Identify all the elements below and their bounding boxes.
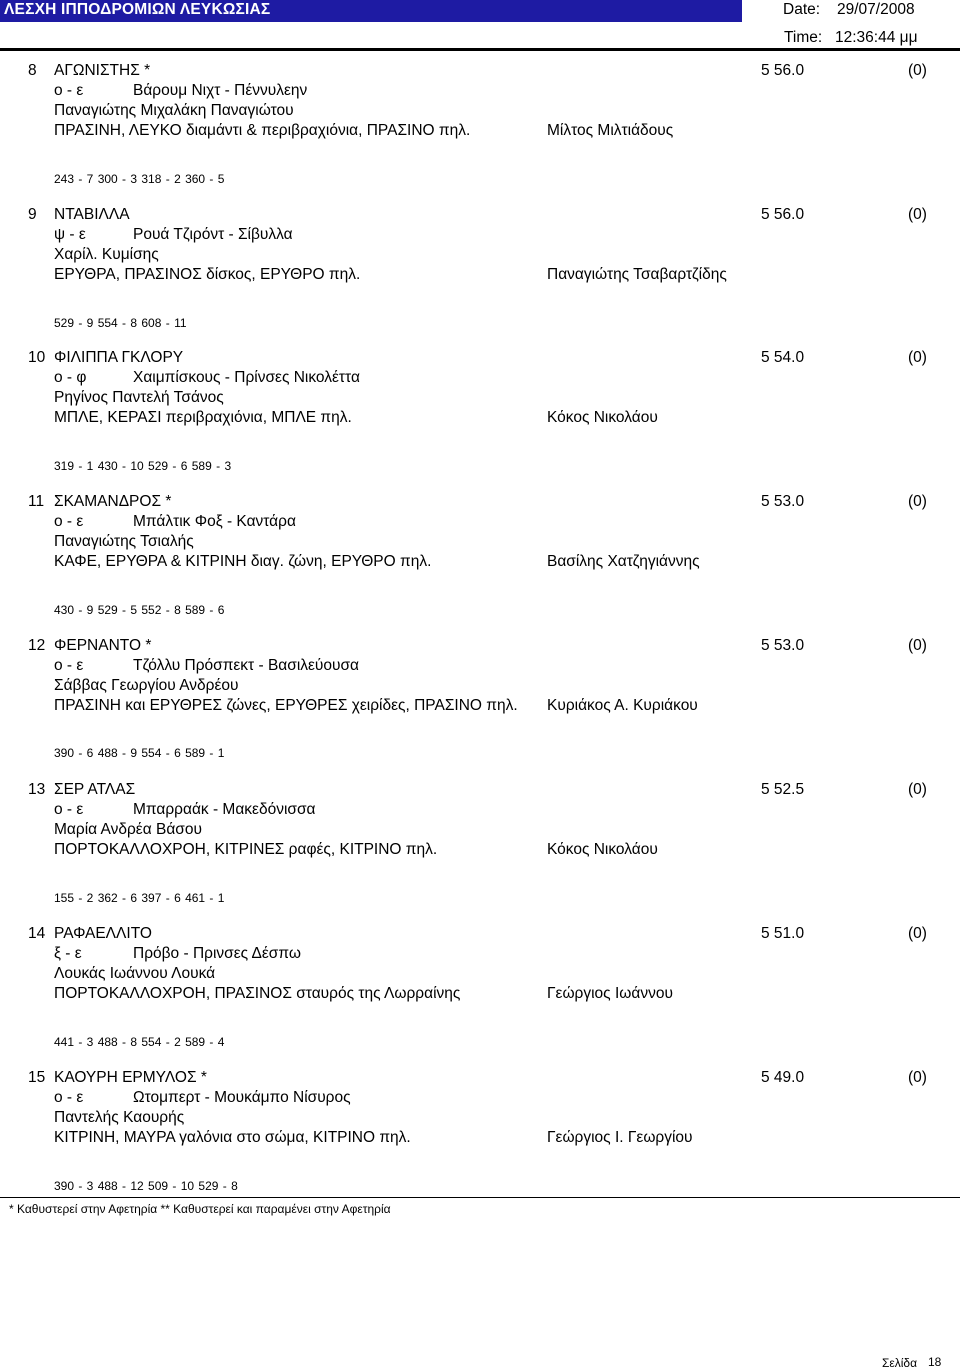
recent-form: 319 - 1 430 - 10 529 - 6 589 - 3 — [54, 459, 232, 473]
trainer: Γεώργιος Ιωάννου — [547, 985, 673, 1002]
horse-name: ΡΑΦΑΕΛΛΙΤΟ — [54, 925, 152, 942]
runner-entry — [0, 206, 960, 346]
allowance: (0) — [908, 493, 927, 510]
pedigree: Χαιμπίσκους - Πρίνσες Νικολέττα — [133, 369, 360, 386]
owner: Μαρία Ανδρέα Βάσου — [54, 821, 202, 838]
runner-number: 8 — [28, 62, 37, 79]
trainer: Κόκος Νικολάου — [547, 841, 658, 858]
silks: ΠΡΑΣΙΝΗ, ΛΕΥΚΟ διαμάντι & περιβραχιόνια, ΠΡΑΣΙΝΟ πηλ. — [54, 122, 471, 139]
silks: ΕΡΥΘΡΑ, ΠΡΑΣΙΝΟΣ δίσκος, ΕΡΥΘΡΟ πηλ. — [54, 266, 361, 283]
runner-entry — [0, 493, 960, 633]
runner-entry — [0, 925, 960, 1065]
horse-name: ΦΙΛΙΠΠΑ ΓΚΛΟΡΥ — [54, 349, 184, 366]
owner: Λουκάς Ιωάννου Λουκά — [54, 965, 216, 982]
recent-form: 430 - 9 529 - 5 552 - 8 589 - 6 — [54, 603, 225, 617]
recent-form: 441 - 3 488 - 8 554 - 2 589 - 4 — [54, 1035, 225, 1049]
date-label: Date: — [783, 1, 821, 18]
allowance: (0) — [908, 206, 927, 223]
header-divider — [0, 48, 960, 51]
sex-age: ο - ε — [54, 513, 84, 530]
horse-name: ΦΕΡΝΑΝΤΟ * — [54, 637, 152, 654]
sex-age: ο - ε — [54, 657, 84, 674]
owner: Παναγιώτης Μιχαλάκη Παναγιώτου — [54, 102, 294, 119]
owner: Παντελής Καουρής — [54, 1109, 185, 1126]
runner-entry — [0, 637, 960, 777]
silks: ΚΑΦΕ, ΕΡΥΘΡΑ & ΚΙΤΡΙΝΗ διαγ. ζώνη, ΕΡΥΘΡΟ πηλ. — [54, 553, 432, 570]
pedigree: Βάρουμ Νιχτ - Πέννυλεην — [133, 82, 308, 99]
owner: Χαρίλ. Κυμίσης — [54, 246, 159, 263]
weight: 5 52.5 — [761, 781, 805, 798]
recent-form: 390 - 3 488 - 12 509 - 10 529 - 8 — [54, 1179, 238, 1193]
pedigree: Μπαρραάκ - Μακεδόνισσα — [133, 801, 316, 818]
horse-name: ΣΕΡ ΑΤΛΑΣ — [54, 781, 136, 798]
weight: 5 53.0 — [761, 493, 805, 510]
time-label: Time: — [784, 29, 823, 46]
runner-number: 9 — [28, 206, 37, 223]
pedigree: Μπάλτικ Φοξ - Καντάρα — [133, 513, 296, 530]
footnote: * Καθυστερεί στην Αφετηρία ** Καθυστερεί και παραμένει στην Αφετηρία — [9, 1202, 391, 1216]
trainer: Κόκος Νικολάου — [547, 409, 658, 426]
silks: ΜΠΛΕ, ΚΕΡΑΣΙ περιβραχιόνια, ΜΠΛΕ πηλ. — [54, 409, 352, 426]
horse-name: ΣΚΑΜΑΝΔΡΟΣ * — [54, 493, 172, 510]
trainer: Μίλτος Μιλτιάδους — [547, 122, 674, 139]
sex-age: ο - ε — [54, 82, 84, 99]
sex-age: ξ - ε — [54, 945, 82, 962]
pedigree: Ωτομπερτ - Μουκάμπο Νίσυρος — [133, 1089, 351, 1106]
horse-name: ΑΓΩΝΙΣΤΗΣ * — [54, 62, 151, 79]
page-label: Σελίδα — [882, 1356, 918, 1370]
sex-age: ψ - ε — [54, 226, 86, 243]
runner-number: 13 — [28, 781, 46, 798]
sex-age: ο - φ — [54, 369, 87, 386]
allowance: (0) — [908, 925, 927, 942]
club-title: ΛΕΣΧΗ ΙΠΠΟΔΡΟΜΙΩΝ ΛΕΥΚΩΣΙΑΣ — [4, 1, 271, 18]
horse-name: ΝΤΑΒΙΛΛΑ — [54, 206, 130, 223]
page-number: 18 — [928, 1355, 942, 1369]
runner-number: 15 — [28, 1069, 46, 1086]
silks: ΠΟΡΤΟΚΑΛΛΟΧΡΟΗ, ΚΙΤΡΙΝΕΣ ραφές, ΚΙΤΡΙΝΟ πηλ. — [54, 841, 438, 858]
recent-form: 529 - 9 554 - 8 608 - 11 — [54, 316, 187, 330]
sex-age: ο - ε — [54, 801, 84, 818]
silks: ΚΙΤΡΙΝΗ, ΜΑΥΡΑ γαλόνια στο σώμα, ΚΙΤΡΙΝΟ πηλ. — [54, 1129, 411, 1146]
runner-number: 12 — [28, 637, 46, 654]
recent-form: 155 - 2 362 - 6 397 - 6 461 - 1 — [54, 891, 225, 905]
trainer: Βασίλης Χατζηγιάννης — [547, 553, 700, 570]
recent-form: 243 - 7 300 - 3 318 - 2 360 - 5 — [54, 172, 225, 186]
weight: 5 56.0 — [761, 206, 805, 223]
weight: 5 54.0 — [761, 349, 805, 366]
weight: 5 51.0 — [761, 925, 805, 942]
runner-number: 10 — [28, 349, 46, 366]
allowance: (0) — [908, 781, 927, 798]
pedigree: Πρόβο - Πρινσες Δέσπω — [133, 945, 301, 962]
weight: 5 49.0 — [761, 1069, 805, 1086]
pedigree: Τζόλλυ Πρόσπεκτ - Βασιλεύουσα — [133, 657, 360, 674]
owner: Σάββας Γεωργίου Ανδρέου — [54, 677, 239, 694]
allowance: (0) — [908, 349, 927, 366]
allowance: (0) — [908, 62, 927, 79]
trainer: Παναγιώτης Τσαβαρτζίδης — [547, 266, 727, 283]
allowance: (0) — [908, 637, 927, 654]
sex-age: ο - ε — [54, 1089, 84, 1106]
time-value: 12:36:44 μμ — [835, 29, 918, 46]
runner-number: 14 — [28, 925, 46, 942]
trainer: Γεώργιος Ι. Γεωργίου — [547, 1129, 693, 1146]
trainer: Κυριάκος Α. Κυριάκου — [547, 697, 698, 714]
weight: 5 56.0 — [761, 62, 805, 79]
runner-entry — [0, 349, 960, 489]
footer-divider — [0, 1197, 960, 1198]
runner-entry — [0, 781, 960, 921]
owner: Ρηγίνος Παντελή Τσάνος — [54, 389, 224, 406]
date-value: 29/07/2008 — [837, 1, 915, 18]
recent-form: 390 - 6 488 - 9 554 - 6 589 - 1 — [54, 746, 225, 760]
pedigree: Ρουά Τζιρόντ - Σίβυλλα — [133, 226, 293, 243]
horse-name: ΚΑΟΥΡΗ ΕΡΜΥΛΟΣ * — [54, 1069, 207, 1086]
weight: 5 53.0 — [761, 637, 805, 654]
runner-number: 11 — [28, 493, 45, 510]
allowance: (0) — [908, 1069, 927, 1086]
runner-entry — [0, 62, 960, 202]
owner: Παναγιώτης Τσιαλής — [54, 533, 194, 550]
silks: ΠΟΡΤΟΚΑΛΛΟΧΡΟΗ, ΠΡΑΣΙΝΟΣ σταυρός της Λωρραίνης — [54, 985, 461, 1002]
runner-entry — [0, 1069, 960, 1209]
silks: ΠΡΑΣΙΝΗ και ΕΡΥΘΡΕΣ ζώνες, ΕΡΥΘΡΕΣ χειρίδες, ΠΡΑΣΙΝΟ πηλ. — [54, 697, 518, 714]
